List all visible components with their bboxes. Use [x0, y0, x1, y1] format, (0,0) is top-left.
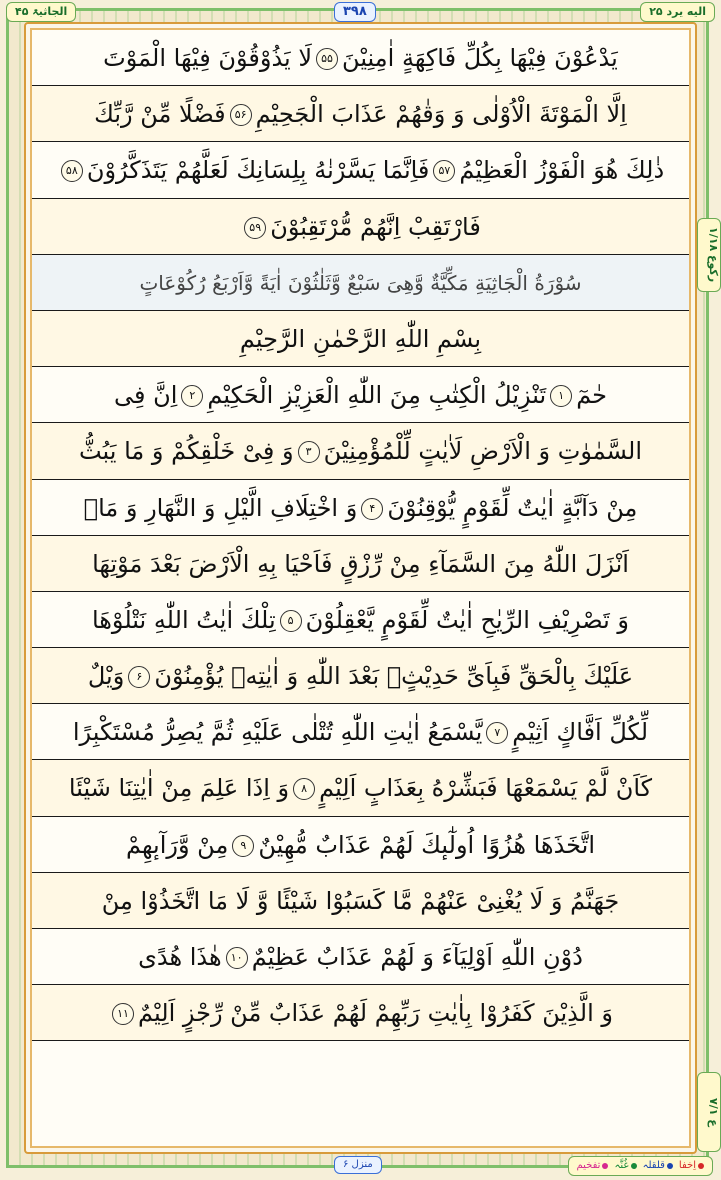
verse-text: سُوْرَةُ الْجَاثِیَةِ مَكِّیَّةٌ وَّهِیَ سَبْعٌ وَّثَلٰثُوْنَ اٰیَةً وَّاَرْبَعُ رُكُوْعَاتٍ	[139, 270, 582, 295]
verse-text: حٰمٓ	[576, 381, 607, 410]
verse-text: وَ الَّذِیْنَ كَفَرُوْا بِاٰیٰتِ رَبِّهِمْ لَهُمْ عَذَابٌ مِّنْ رِّجْزٍ اَلِیْمٌ	[138, 999, 613, 1028]
text-line	[32, 592, 689, 648]
verse-text: جَهَنَّمُ وَ لَا یُغْنِیْ عَنْهُمْ مَّا كَسَبُوْا شَیْئًا وَّ لَا مَا اتَّخَذُوْا مِنْ	[101, 886, 620, 915]
ayah-number-marker: ۶	[128, 666, 150, 688]
legend-label: اِخفا	[678, 1160, 696, 1171]
text-line	[32, 367, 689, 423]
legend-dot-icon	[667, 1163, 673, 1169]
verse-text: كَاَنْ لَّمْ یَسْمَعْهَا فَبَشِّرْهُ بِعَذَابٍ اَلِیْمٍ	[319, 774, 653, 803]
text-line	[32, 985, 689, 1041]
legend-item	[577, 1157, 609, 1175]
text-line	[32, 423, 689, 479]
verse-text: وَیْلٌ	[87, 662, 125, 691]
text-line	[32, 648, 689, 704]
ayah-number-marker: ۴	[361, 498, 383, 520]
text-line	[32, 536, 689, 592]
surah-title-line	[32, 255, 689, 311]
quran-text-lines	[32, 30, 689, 1041]
verse-text: وَ اِذَا عَلِمَ مِنْ اٰیٰتِنَا شَیْئَا	[68, 774, 290, 803]
verse-text: اَنْزَلَ اللّٰهُ مِنَ السَّمَآءِ مِنْ رِّزْقٍ فَاَحْیَا بِهِ الْاَرْضَ بَعْدَ مَوْتِهَا	[92, 549, 629, 578]
verse-text: یَّسْمَعُ اٰیٰتِ اللّٰهِ تُتْلٰى عَلَیْهِ ثُمَّ یُصِرُّ مُسْتَكْبِرًا	[72, 718, 483, 747]
para-name-tab: الیه یرد ۲۵	[640, 2, 715, 22]
verse-text: وَ اخْتِلَافِ الَّیْلِ وَ النَّهَارِ وَ مَاۤ	[83, 493, 358, 522]
verse-text: تَنْزِیْلُ الْكِتٰبِ مِنَ اللّٰهِ الْعَزِیْزِ الْحَكِیْمِ	[207, 381, 547, 410]
surah-name-tab: الجاثیۃ ۴۵	[6, 2, 76, 22]
verse-text: ذٰلِكَ هُوَ الْفَوْزُ الْعَظِیْمُ	[459, 156, 665, 185]
verse-text: لَا یَذُوْقُوْنَ فِیْهَا الْمَوْتَ	[103, 44, 313, 72]
manzil-label: منزل ۶	[334, 1156, 382, 1174]
ayah-number-marker: ۵	[280, 610, 302, 632]
verse-text: السَّمٰوٰتِ وَ الْاَرْضِ لَاٰیٰتٍ لِّلْمُؤْمِنِیْنَ	[323, 437, 642, 466]
ayah-number-marker: ۱	[550, 385, 572, 407]
ayah-number-marker: ۵۷	[433, 160, 455, 182]
verse-text: وَ فِیْ خَلْقِكُمْ وَ مَا یَبُثُّ	[78, 437, 294, 466]
ayah-number-marker: ۸	[293, 778, 315, 800]
legend-dot-icon	[602, 1163, 608, 1169]
text-line	[32, 760, 689, 816]
text-line	[32, 480, 689, 536]
bismillah-line	[32, 311, 689, 367]
ayah-number-marker: ۲	[181, 385, 203, 407]
ruku-tab-2: ع ۷/۱	[697, 1072, 721, 1152]
ayah-number-marker: ۱۰	[226, 947, 248, 969]
ruku-tab-1: رکوع ۱/۱۸	[697, 218, 721, 292]
legend-label: تفخیم	[576, 1160, 601, 1171]
verse-text: عَلَیْكَ بِالْحَقِّ فَبِاَیِّ حَدِیْثٍۭ بَعْدَ اللّٰهِ وَ اٰیٰتِهٖ یُؤْمِنُوْنَ	[154, 662, 634, 691]
legend-item	[679, 1157, 704, 1175]
verse-text: دُوْنِ اللّٰهِ اَوْلِیَآءَ وَ لَهُمْ عَذَابٌ عَظِیْمٌ	[251, 943, 583, 971]
verse-text: لِّكُلِّ اَفَّاكٍ اَثِیْمٍ	[512, 718, 649, 747]
ayah-number-marker: ۷	[486, 722, 508, 744]
verse-text: اِنَّ فِی	[113, 381, 178, 410]
verse-text: تِلْكَ اٰیٰتُ اللّٰهِ نَتْلُوْهَا	[91, 605, 276, 634]
text-line	[32, 199, 689, 255]
verse-text: اِلَّا الْمَوْتَةَ الْاُوْلٰى وَ وَقٰهُمْ عَذَابَ الْجَحِیْمِ	[255, 100, 627, 129]
verse-text: مِنْ دَآبَّةٍ اٰیٰتٌ لِّقَوْمٍ یُّوْقِنُوْنَ	[387, 493, 638, 522]
text-line	[32, 929, 689, 985]
text-line	[32, 873, 689, 929]
text-line	[32, 817, 689, 873]
text-line	[32, 30, 689, 86]
verse-text: فَارْتَقِبْ اِنَّهُمْ مُّرْتَقِبُوْنَ	[270, 212, 481, 241]
legend-item	[643, 1157, 673, 1175]
ayah-number-marker: ۵۹	[244, 217, 266, 239]
legend-dot-icon	[698, 1163, 704, 1169]
text-line	[32, 142, 689, 198]
legend-item	[614, 1157, 636, 1175]
legend-label: قلقلہ	[642, 1160, 665, 1171]
verse-text: فَضْلًا مِّنْ رَّبِّكَ	[94, 100, 226, 129]
verse-text: اتَّخَذَهَا هُزُوًا اُولٰٓىٕكَ لَهُمْ عَذَابٌ مُّهِیْنٌ	[258, 830, 596, 859]
ayah-number-marker: ۱۱	[112, 1003, 134, 1025]
page-number: ۳۹۸	[334, 2, 376, 22]
ayah-number-marker: ۵۶	[230, 104, 252, 126]
verse-text: هٰذَا هُدًى	[138, 943, 222, 971]
ayah-number-marker: ۹	[232, 835, 254, 857]
verse-text: وَ تَصْرِیْفِ الرِّیٰحِ اٰیٰتٌ لِّقَوْمٍ یَّعْقِلُوْنَ	[305, 605, 630, 634]
verse-text: بِسْمِ اللّٰهِ الرَّحْمٰنِ الرَّحِیْمِ	[239, 324, 482, 353]
text-line	[32, 86, 689, 142]
text-line	[32, 704, 689, 760]
verse-text: مِنْ وَّرَآىٕهِمْ	[125, 830, 229, 859]
tajweed-legend	[568, 1156, 714, 1176]
verse-text: فَاِنَّمَا یَسَّرْنٰهُ بِلِسَانِكَ لَعَلَّهُمْ یَتَذَكَّرُوْنَ	[86, 156, 430, 185]
legend-label: غُنَّہ	[614, 1160, 629, 1171]
ayah-number-marker: ۵۵	[316, 48, 338, 70]
legend-dot-icon	[631, 1163, 637, 1169]
verse-text: یَدْعُوْنَ فِیْهَا بِكُلِّ فَاكِهَةٍ اٰمِنِیْنَ	[342, 44, 618, 72]
ayah-number-marker: ۵۸	[61, 160, 83, 182]
ayah-number-marker: ۳	[298, 441, 320, 463]
